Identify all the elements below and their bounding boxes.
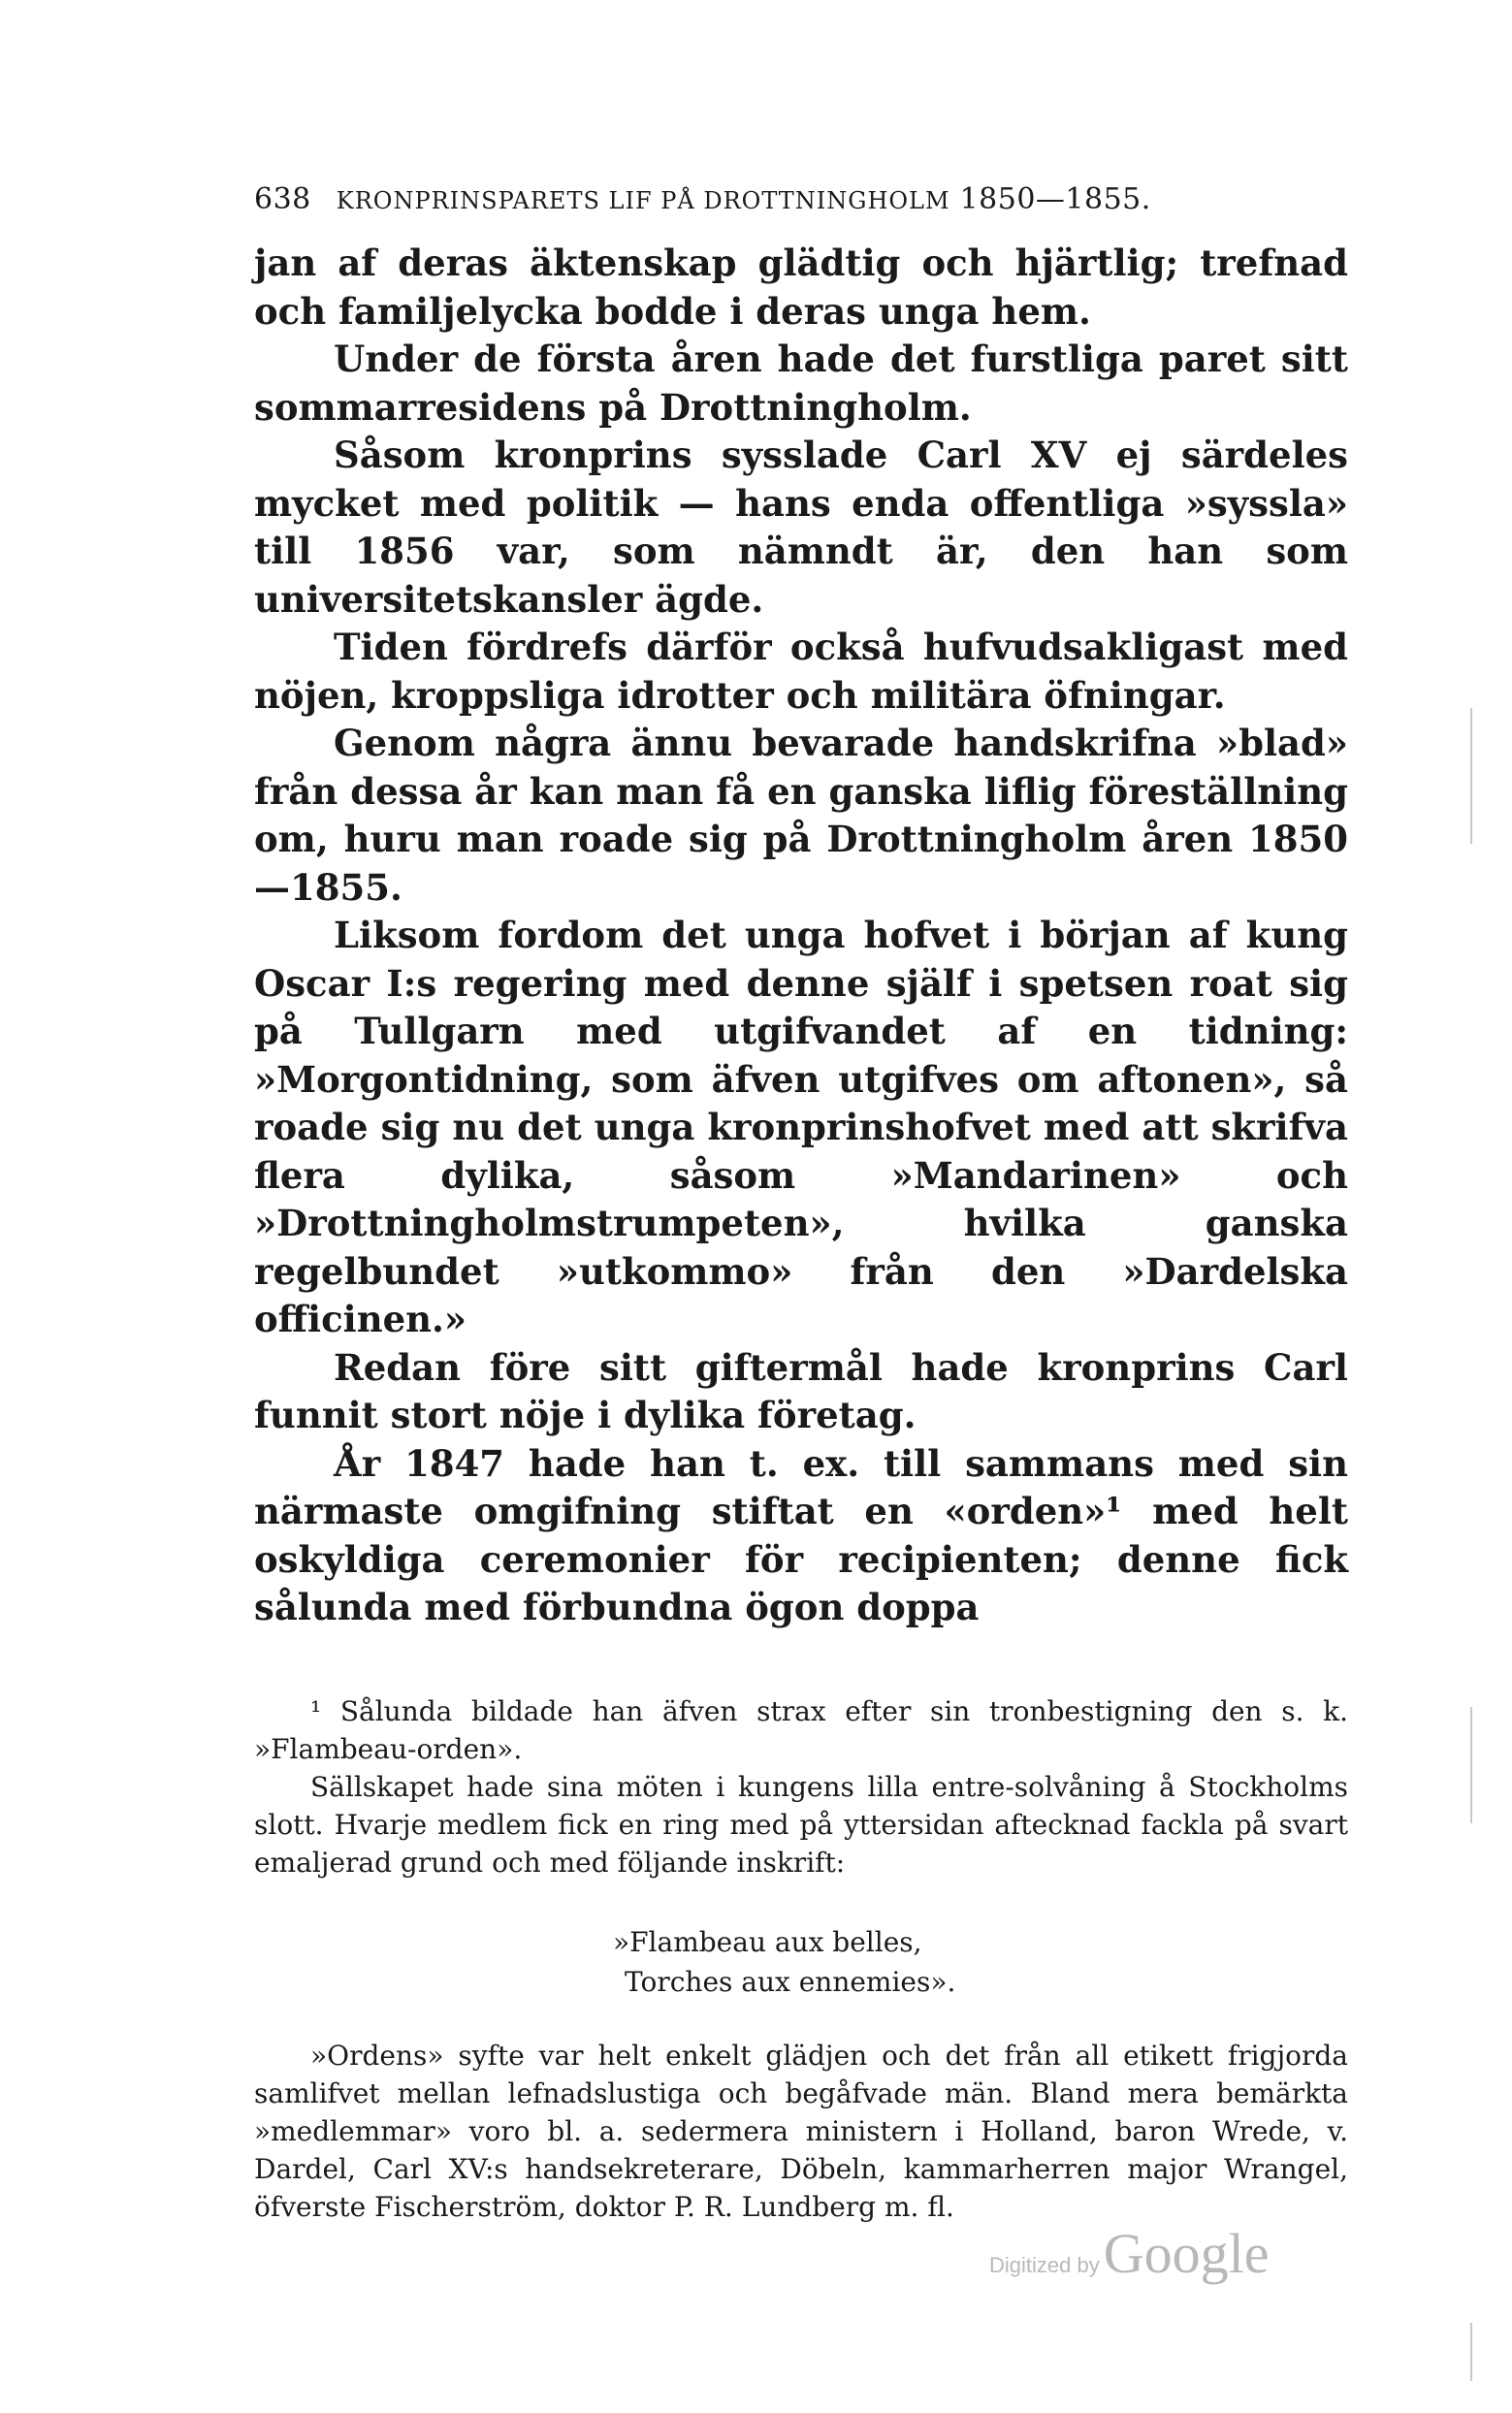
paragraph: Liksom fordom det unga hofvet i början af kung Oscar I:s regering med denne själf i spetsen roat sig på Tullgarn med utgifvandet af en tidning: »Morgontidning, som äfven utgifves om aftonen», så roade sig nu det unga kronprinshofvet med att skrifva flera dylika, såsom »Mandarinen» och »Drottningholmstrumpeten», hvilka ganska regelbundet »utkommo» från den »Dardelska officinen.» <box>254 914 1348 1340</box>
digitized-watermark <box>989 2221 1269 2286</box>
book-page <box>254 182 1348 2226</box>
verse-line: Torches aux ennemies». <box>625 1965 956 1998</box>
paragraph: Genom några ännu bevarade handskrifna »blad» från dessa år kan man få en ganska liflig föreställning om, huru man roade sig på Drottningholm åren 1850—1855. <box>254 722 1348 909</box>
verse-line: »Flambeau aux belles, <box>613 1925 922 1958</box>
running-header <box>254 182 1348 216</box>
footnote-paragraph: Sällskapet hade sina möten i kungens lilla entre-solvåning å Stockholms slott. Hvarje medlem fick en ring med på yttersidan aftecknad fackla på svart emaljerad grund och med följande inskrift: <box>254 1770 1348 1879</box>
paragraph: År 1847 hade han t. ex. till sammans med sin närmaste omgifning stiftat en «orden»¹ med helt oskyldiga ceremonier för recipienten; denne fick sålunda med förbundna ögon doppa <box>254 1441 1348 1628</box>
page-edge-mark <box>1470 708 1472 844</box>
footnote-paragraph: »Ordens» syfte var helt enkelt glädjen och det från all etikett frigjorda samlifvet mellan lefnadslustiga och begåfvade män. Bland mera bemärkta »medlemmar» voro bl. a. sedermera ministern i Holland, baron Wrede, v. Dardel, Carl XV:s handsekreterare, Döbeln, kammarherren major Wrangel, öfverste Fischerström, doktor P. R. Lundberg m. fl. <box>254 2039 1348 2223</box>
paragraph: jan af deras äktenskap glädtig och hjärtlig; trefnad och familjelycka bodde i deras unga hem. <box>254 241 1348 333</box>
page-edge-mark <box>1470 2323 1472 2381</box>
running-title-years: 1850—1855. <box>959 182 1151 216</box>
google-logo: Google <box>1103 2222 1270 2285</box>
main-text <box>254 240 1348 1632</box>
page-edge-mark <box>1470 1707 1472 1823</box>
paragraph: Tiden fördrefs därför också hufvudsakligast med nöjen, kroppsliga idrotter och militära öfningar. <box>254 626 1348 717</box>
inscription-verse <box>254 1922 1348 2002</box>
running-title: KRONPRINSPARETS LIF PÅ DROTTNINGHOLM <box>336 187 950 214</box>
page-number: 638 <box>254 182 311 216</box>
footnote-paragraph: ¹ Sålunda bildade han äfven strax efter sin tronbestigning den s. k. »Flambeau-orden». <box>254 1694 1348 1765</box>
paragraph: Redan före sitt giftermål hade kronprins Carl funnit stort nöje i dylika företag. <box>254 1345 1348 1436</box>
footnote <box>254 1692 1348 2226</box>
paragraph: Såsom kronprins sysslade Carl XV ej särdeles mycket med politik — hans enda offentliga »syssla» till 1856 var, som nämndt är, den han som universitetskansler ägde. <box>254 434 1348 621</box>
watermark-prefix: Digitized by <box>989 2253 1100 2277</box>
paragraph: Under de första åren hade det furstliga paret sitt sommarresidens på Drottningholm. <box>254 338 1348 429</box>
